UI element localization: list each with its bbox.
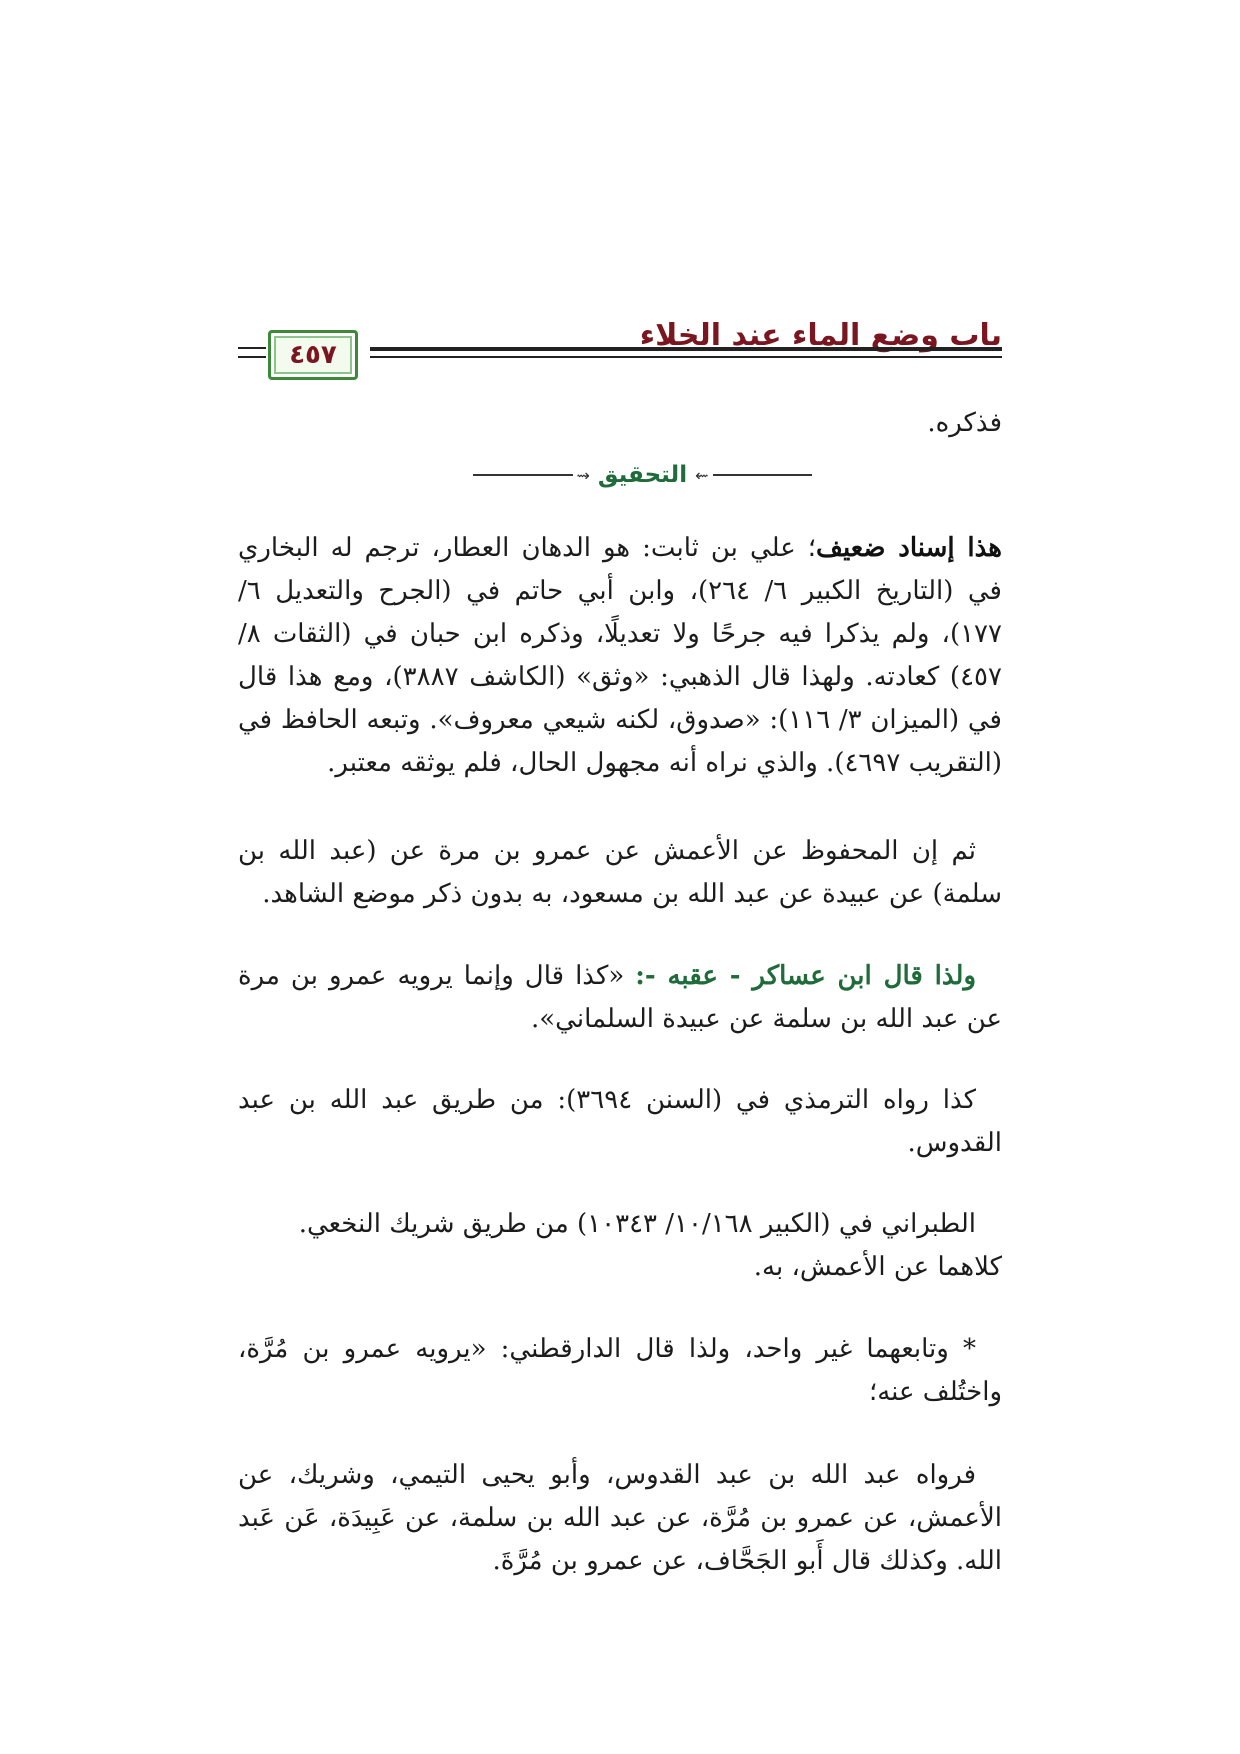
paragraph-5b <box>238 1246 1002 1289</box>
paragraph-2-text: ثم إن المحفوظ عن الأعمش عن عمرو بن مرة عن (عبد الله بن سلمة) عن عبيدة عن عبد الله بن مسعود، به بدون ذكر موضع الشاهد. <box>238 836 1002 909</box>
page-number-badge <box>268 330 358 380</box>
paragraph-1-lead: هذا إسناد ضعيف <box>816 533 1003 563</box>
paragraph-3 <box>238 955 1002 1041</box>
paragraph-7-text: فرواه عبد الله بن عبد القدوس، وأبو يحيى التيمي، وشريك، عن الأعمش، عن عمرو بن مُرَّة، عن عبد الله بن سلمة، عن عَبِيدَة، عَن عَبد الله. وكذلك قال أَبو الجَحَّاف، عن عمرو بن مُرَّةَ. <box>238 1460 1002 1576</box>
divider-line-right <box>713 474 813 476</box>
header-rule-right-thin <box>370 356 1002 358</box>
paragraph-4 <box>238 1079 1002 1165</box>
ornament-left-icon: ⇝ <box>576 465 590 485</box>
paragraph-5 <box>238 1203 1002 1246</box>
intro-text: فذكره. <box>927 408 1002 438</box>
paragraph-1 <box>238 527 1002 785</box>
header-rule-left-thin <box>238 356 266 358</box>
section-divider <box>473 458 812 492</box>
paragraph-7 <box>238 1454 1002 1583</box>
paragraph-5-line-2: كلاهما عن الأعمش، به. <box>753 1252 1002 1282</box>
paragraph-2 <box>238 830 1002 916</box>
paragraph-1-text: ؛ علي بن ثابت: هو الدهان العطار، ترجم له البخاري في (التاريخ الكبير ٦/ ٢٦٤)، وابن أبي حاتم في (الجرح والتعديل ٦/ ١٧٧)، ولم يذكرا فيه جرحًا ولا تعديلًا، وذكره ابن حبان في (الثقات ٨/ ٤٥٧) كعادته. ولهذا قال الذهبي: «وثق» (الكاشف ٣٨٨٧)، ومع هذا قال في (الميزان ٣/ ١١٦): «صدوق، لكنه شيعي معروف». وتبعه الحافظ في (التقريب ٤٦٩٧). والذي نراه أنه مجهول الحال، فلم يوثقه معتبر. <box>238 533 1002 778</box>
paragraph-4-text: كذا رواه الترمذي في (السنن ٣٦٩٤): من طريق عبد الله بن عبد القدوس. <box>238 1085 1002 1158</box>
page-number: ٤٥٧ <box>289 340 337 370</box>
divider-line-left <box>473 474 573 476</box>
intro-line <box>238 402 1002 445</box>
header-rule-left <box>238 347 266 349</box>
ornament-right-icon: ⇜ <box>695 465 709 485</box>
paragraph-6-text: * وتابعهما غير واحد، ولذا قال الدارقطني: «يرويه عمرو بن مُرَّة، واختُلف عنه؛ <box>238 1334 1002 1407</box>
paragraph-6 <box>238 1328 1002 1414</box>
header-rule-right <box>370 347 1002 351</box>
paragraph-5-line-1: الطبراني في (الكبير ١٠/١٦٨/ ١٠٣٤٣) من طريق شريك النخعي. <box>298 1209 976 1239</box>
paragraph-3-text: «كذا قال وإنما يرويه عمرو بن مرة عن عبد الله بن سلمة عن عبيدة السلماني». <box>238 961 1002 1034</box>
section-label: التحقيق <box>597 462 688 488</box>
chapter-title: باب وضع الماء عند الخلاء <box>639 318 1002 353</box>
paragraph-3-lead: ولذا قال ابن عساكر - عقبه -: <box>635 961 976 991</box>
